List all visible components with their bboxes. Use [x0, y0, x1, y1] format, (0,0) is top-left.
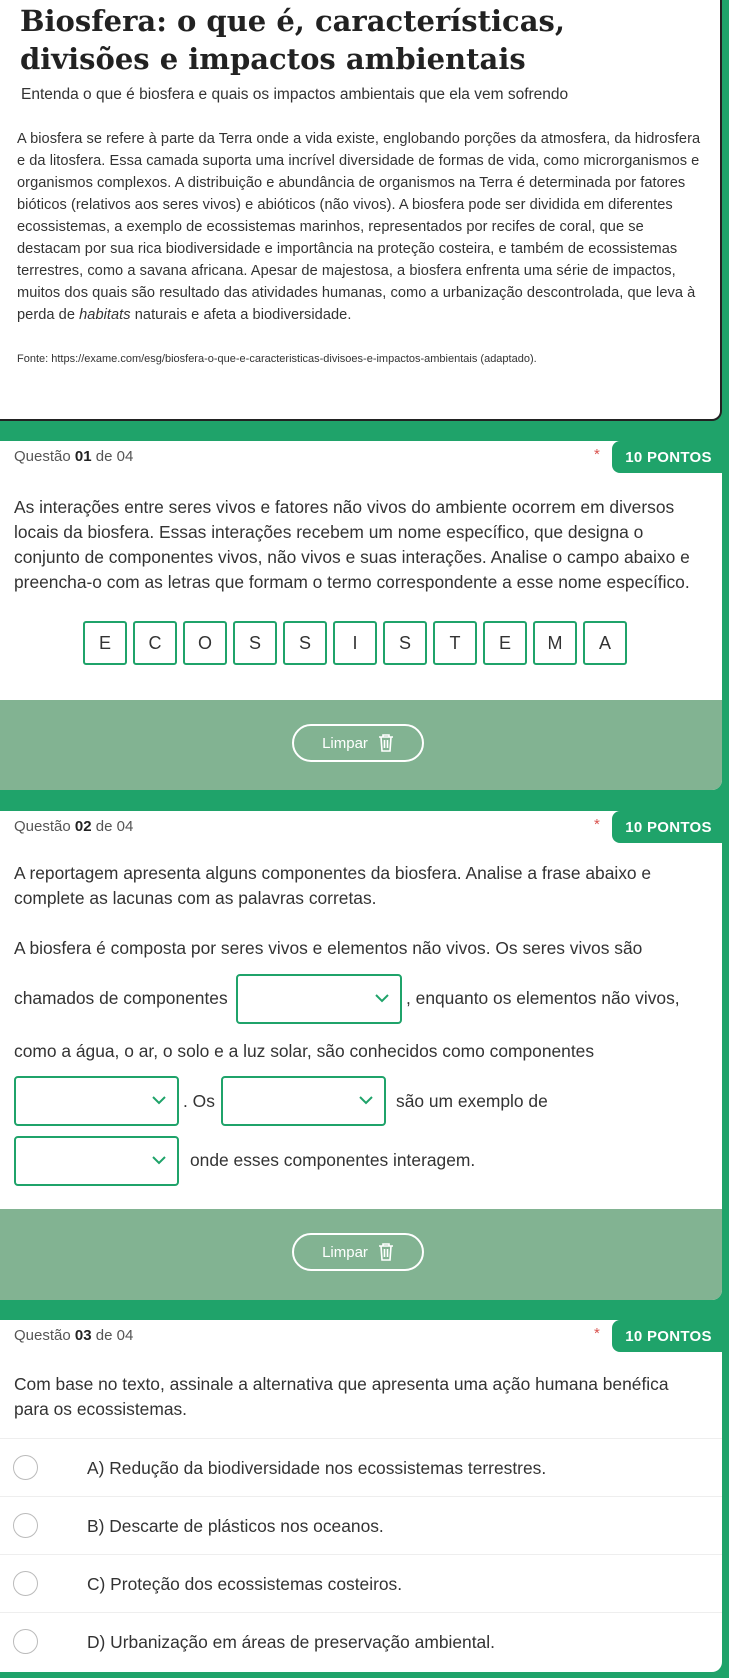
radio-button[interactable] — [13, 1455, 38, 1480]
fill-line-4b: são um exemplo de — [396, 1091, 548, 1111]
letter-box[interactable]: I — [333, 621, 377, 665]
option-text: A) Redução da biodiversidade nos ecossistemas terrestres. — [87, 1458, 547, 1478]
blank-select-3[interactable] — [221, 1076, 386, 1126]
radio-button[interactable] — [13, 1629, 38, 1654]
question-header — [0, 1320, 722, 1350]
points-badge: 10 PONTOS — [612, 811, 725, 843]
question-text: As interações entre seres vivos e fatores não vivos do ambiente ocorrem em diversos locais da biosfera. Essas interações recebem um nome específico, que designa o conjunto de componentes vivos, não vivos e suas interações. Analise o campo abaixo e preencha-o com as letras que formam o termo correspondente a esse nome específico. — [14, 497, 690, 592]
chevron-down-icon — [152, 1156, 166, 1165]
fill-line-3: como a água, o ar, o solo e a luz solar, são conhecidos como componentes — [14, 1041, 595, 1061]
letter-box[interactable]: A — [583, 621, 627, 665]
letter-box[interactable]: S — [283, 621, 327, 665]
fill-line-2a: chamados de componentes — [14, 988, 228, 1008]
radio-button[interactable] — [13, 1513, 38, 1538]
points-badge: 10 PONTOS — [612, 441, 725, 473]
option-text: B) Descarte de plásticos nos oceanos. — [87, 1516, 384, 1536]
question-number: Questão 02 de 04 — [14, 818, 134, 835]
question-text: Com base no texto, assinale a alternativa que apresenta uma ação humana benéfica para os ecossistemas. — [14, 1374, 669, 1419]
question-header — [0, 441, 722, 471]
trash-icon — [378, 1243, 394, 1261]
letter-box[interactable]: C — [133, 621, 177, 665]
question-card-1 — [0, 441, 722, 790]
question-card-3 — [0, 1320, 722, 1672]
clear-button[interactable]: Limpar — [292, 1233, 424, 1271]
letter-box[interactable]: E — [483, 621, 527, 665]
blank-select-4[interactable] — [14, 1136, 179, 1186]
required-asterisk: * — [594, 446, 600, 463]
clear-bar — [0, 700, 722, 790]
question-intro: A reportagem apresenta alguns componentes da biosfera. Analise a frase abaixo e complete as lacunas com as palavras corretas. — [14, 863, 652, 908]
letter-box[interactable]: E — [83, 621, 127, 665]
blank-select-1[interactable] — [236, 974, 402, 1024]
option-d[interactable] — [0, 1612, 722, 1670]
required-asterisk: * — [594, 1325, 600, 1342]
letter-box[interactable]: O — [183, 621, 227, 665]
radio-button[interactable] — [13, 1571, 38, 1596]
chevron-down-icon — [375, 994, 389, 1003]
clear-button[interactable]: Limpar — [292, 724, 424, 762]
option-b[interactable] — [0, 1496, 722, 1554]
article-source: Fonte: https://exame.com/esg/biosfera-o-que-e-caracteristicas-divisoes-e-impactos-ambientais (adaptado). — [17, 353, 537, 365]
letter-box[interactable]: M — [533, 621, 577, 665]
question-header — [0, 811, 722, 841]
option-text: D) Urbanização em áreas de preservação ambiental. — [87, 1632, 495, 1652]
letter-box[interactable]: S — [383, 621, 427, 665]
article-title: Biosfera: o que é, características, divisões e impactos ambientais — [20, 4, 565, 76]
question-number: Questão 03 de 04 — [14, 1327, 134, 1344]
fill-line-5: onde esses componentes interagem. — [190, 1150, 476, 1170]
article-card — [0, 0, 722, 421]
fill-line-1: A biosfera é composta por seres vivos e elementos não vivos. Os seres vivos são — [14, 938, 643, 958]
blank-select-2[interactable] — [14, 1076, 179, 1126]
points-badge: 10 PONTOS — [612, 1320, 725, 1352]
trash-icon — [378, 734, 394, 752]
letter-boxes — [83, 621, 722, 665]
article-body: A biosfera se refere à parte da Terra onde a vida existe, englobando porções da atmosfera, da hidrosfera e da litosfera. Essa camada suporta uma incrível diversidade de formas de vida, como microrganismos e organismos complexos. A distribuição e abundância de organismos na Terra é determinada por fatores bióticos (relativos aos seres vivos) e abióticos (não vivos). A biosfera pode ser dividida em diferentes ecossistemas, a exemplo de ecossistemas marinhos, representados por recifes de coral, que se destacam por sua rica biodiversidade e importância na proteção costeira, e também de ecossistemas terrestres, como a savana africana. Apesar de majestosa, a biosfera enfrenta uma série de impactos, muitos dos quais são resultado das atividades humanas, como a urbanização descontrolada, que leva à perda de habitats naturais e afeta a biodiversidade. — [17, 131, 701, 323]
fill-line-2b: , enquanto os elementos não vivos, — [406, 988, 680, 1008]
chevron-down-icon — [152, 1096, 166, 1105]
letter-box[interactable]: S — [233, 621, 277, 665]
option-text: C) Proteção dos ecossistemas costeiros. — [87, 1574, 403, 1594]
fill-line-4a: . Os — [183, 1091, 215, 1111]
article-subtitle: Entenda o que é biosfera e quais os impactos ambientais que ela vem sofrendo — [21, 86, 569, 103]
clear-bar — [0, 1209, 722, 1300]
required-asterisk: * — [594, 816, 600, 833]
chevron-down-icon — [359, 1096, 373, 1105]
letter-box[interactable]: T — [433, 621, 477, 665]
option-c[interactable] — [0, 1554, 722, 1612]
question-number: Questão 01 de 04 — [14, 448, 134, 465]
option-a[interactable] — [0, 1438, 722, 1496]
question-card-2 — [0, 811, 722, 1300]
article-italic-term: habitats — [79, 307, 131, 323]
